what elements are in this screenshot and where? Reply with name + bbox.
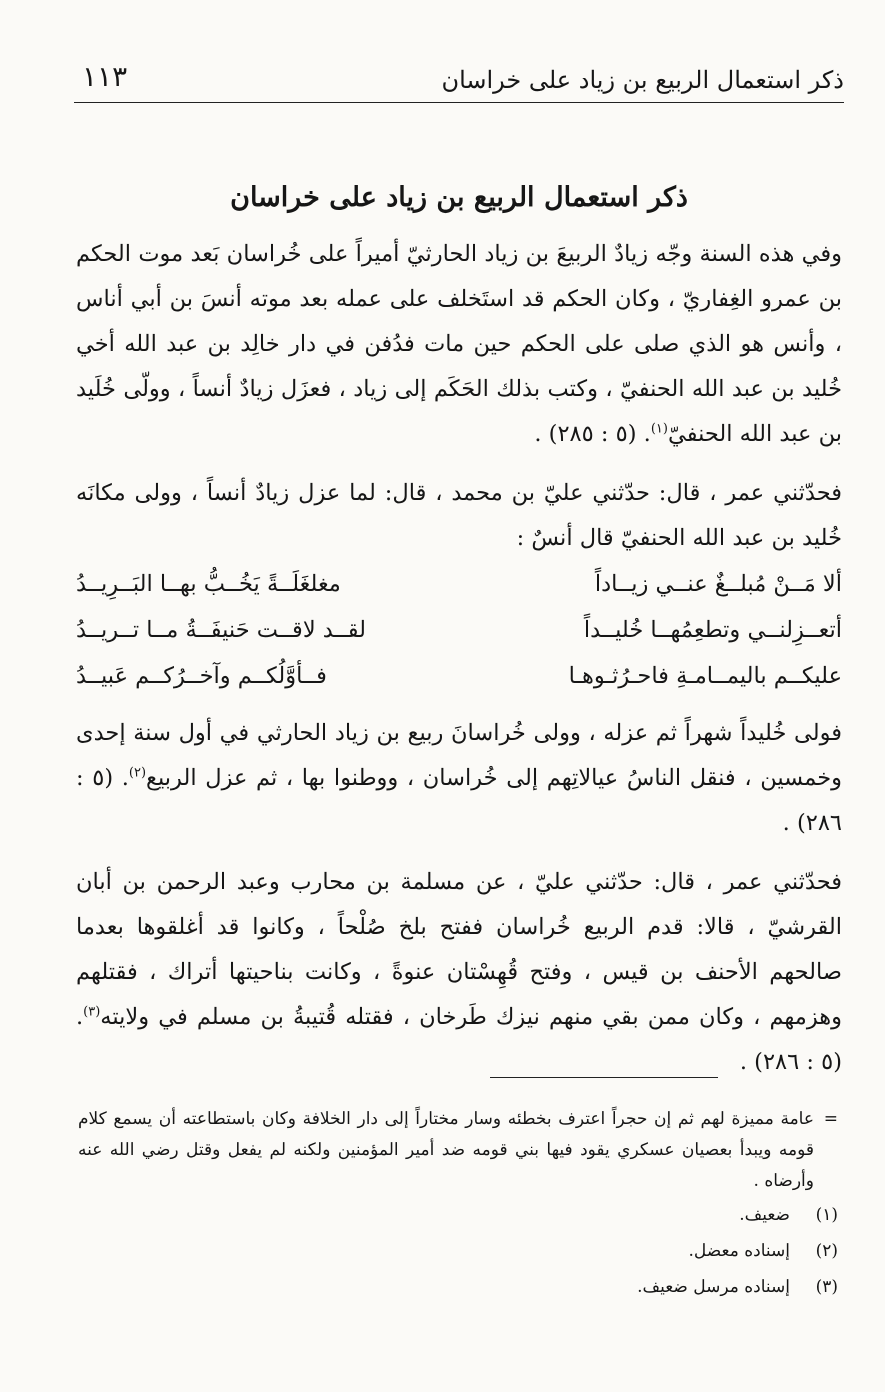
paragraph-2 xyxy=(76,471,842,561)
verse-1-first-hemistich: ألا مَــنْ مُبلــغٌ عنــي زيــاداً xyxy=(594,571,842,597)
footnote-text: إسناده معضل. xyxy=(688,1241,790,1261)
paragraph-3 xyxy=(76,711,842,846)
footnote-ref-2[interactable]: (٢) xyxy=(128,765,147,781)
footnote-item xyxy=(78,1233,838,1269)
footnote-number: (٣) xyxy=(815,1277,838,1297)
footnote-text: ضعيف. xyxy=(739,1205,790,1225)
footnotes xyxy=(78,1104,838,1305)
running-header xyxy=(74,58,844,103)
verse-3-first-hemistich: عليكــم باليمــامـةِ فاحـرُثـوهـا xyxy=(568,663,842,689)
section-heading: ذكر استعمال الربيع بن زياد على خراسان xyxy=(230,182,688,213)
running-title: ذكر استعمال الربيع بن زياد على خراسان xyxy=(441,66,844,94)
footnote-item xyxy=(78,1197,838,1233)
main-text xyxy=(76,178,842,1099)
footnote-continuation xyxy=(78,1104,838,1197)
paragraph-4-citation: . (٥ : ٢٨٦) . xyxy=(76,1004,842,1075)
paragraph-3-text: فولى خُليداً شهراً ثم عزله ، وولى خُراسانَ ربيع بن زياد الحارثي في أول سنة إحدى وخمسين ، فنقل الناسُ عيالاتِهم إلى خُراسان ، ووطنوا بها ، ثم عزل الربيع xyxy=(76,720,842,791)
footnote-continuation-text: عامة مميزة لهم ثم إن حجراً اعترف بخطئه وسار مختاراً إلى دار الخلافة وكان باستطاعته أن يسمع كلام قومه ويبدأ بعصيان عسكري يقود فيها بني قومه ضد أمير المؤمنين ولكنه لم يفعل وقتل رضي الله عنه وأرضاه . xyxy=(78,1109,815,1191)
paragraph-2-text: فحدّثني عمر ، قال: حدّثني عليّ بن محمد ، قال: لما عزل زيادٌ أنساً ، وولى مكانَه خُليد بن عبد الله الحنفيّ قال أنسٌ : xyxy=(76,480,842,551)
footnote-number: (٢) xyxy=(815,1241,838,1261)
footnote-text: إسناده مرسل ضعيف. xyxy=(637,1277,790,1297)
footnote-number: (١) xyxy=(815,1205,838,1225)
page-number: ١١٣ xyxy=(82,60,128,93)
footnote-ref-3[interactable]: (٣) xyxy=(83,1004,101,1020)
verse-2-first-hemistich: أتعــزِلنــي وتطعِمُهــا خُليــداً xyxy=(583,617,842,643)
paragraph-4 xyxy=(76,860,842,1085)
paragraph-4-text: فحدّثني عمر ، قال: حدّثني عليّ ، عن مسلمة بن محارب وعبد الرحمن بن أبان القرشيّ ، قالا: قدم الربيع خُراسان ففتح بلخ صُلْحاً ، وكانوا قد أغلقوها بعدما صالحهم الأحنف بن قيس ، وفتح قُهِسْتان عنوةً ، وكانت بناحيتها أتراك ، فقتلهم وهزمهم ، وكان ممن بقي منهم نيزك طَرخان ، فقتله قُتيبةُ بن مسلم في ولايته xyxy=(76,869,842,1030)
footnote-item xyxy=(78,1269,838,1305)
continuation-mark: = xyxy=(823,1109,838,1129)
footnote-ref-1[interactable]: (١) xyxy=(650,421,668,437)
paragraph-1 xyxy=(76,232,842,457)
verse-1-second-hemistich: مغلغَلَــةً يَخُــبُّ بهــا البَــرِيــدُ xyxy=(76,571,341,597)
verse xyxy=(76,561,842,607)
paragraph-3-citation: . (٥ : ٢٨٦) . xyxy=(76,765,842,836)
paragraph-1-citation: . (٥ : ٢٨٥) . xyxy=(534,421,651,447)
verse-3-second-hemistich: فــأوَّلُكــم وآخــرُكــم عَبيــدُ xyxy=(76,663,327,689)
poem xyxy=(76,561,842,699)
verse xyxy=(76,653,842,699)
verse-2-second-hemistich: لقــد لاقــت حَنيفَــةُ مــا تــريــدُ xyxy=(76,617,367,643)
paragraph-1-text: وفي هذه السنة وجّه زيادٌ الربيعَ بن زياد الحارثيّ أميراً على خُراسان بَعد موت الحكم بن عمرو الغِفاريّ ، وكان الحكم قد استَخلف على عمله بعد موته أنسَ بن أبي أناس ، وأنس هو الذي صلى على الحكم حين مات فدُفن في دار خالِد بن عبد الله أخي خُليد بن عبد الله الحنفيّ ، وكتب بذلك الحَكَم إلى زياد ، فعزَل زيادٌ أنساً ، وولّى خُلَيد بن عبد الله الحنفيّ xyxy=(76,241,842,447)
verse xyxy=(76,607,842,653)
footnote-separator xyxy=(490,1077,718,1078)
